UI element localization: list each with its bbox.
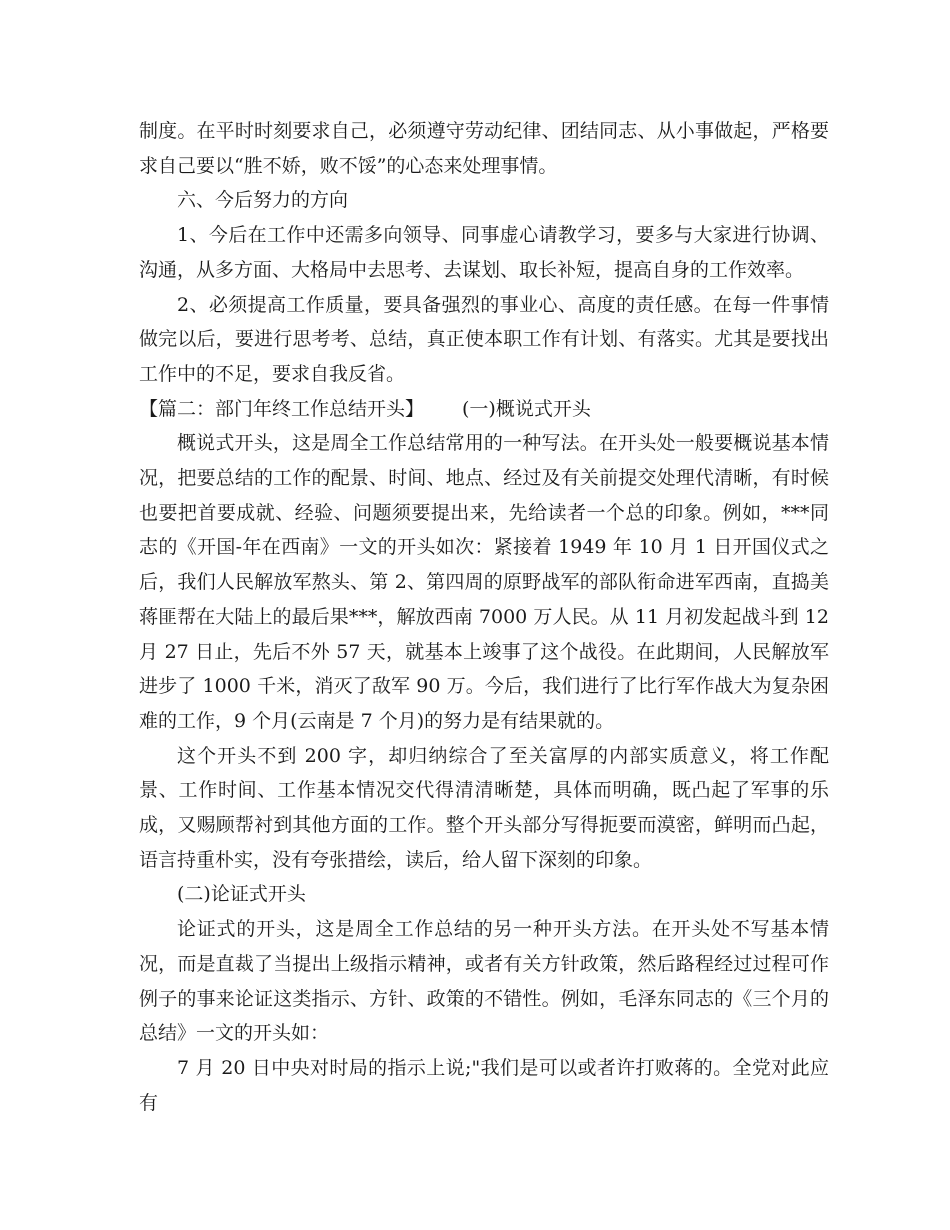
- subsection-heading-argument-opening: (二)论证式开头: [177, 883, 306, 906]
- section-heading-future-direction: 六、今后努力的方向: [177, 189, 349, 212]
- paragraph-continuation: 制度。在平时时刻要求自己，必须遵守劳动纪律、团结同志、从小事做起，严格要求自己要以“胜不娇，败不馁”的心态来处理事情。: [139, 120, 829, 177]
- paragraph-analysis: 这个开头不到 200 字，却归纳综合了至关富厚的内部实质意义，将工作配景、工作时间、工作基本情况交代得清清晰楚，具体而明确，既凸起了军事的乐成，又赐顾帮衬到其他方面的工作。整个开头部分写得扼要而漠密，鲜明而凸起，语言持重朴实，没有夸张措绘，读后，给人留下深刻的印象。: [139, 744, 829, 871]
- subsection-heading-summary-opening: (一)概说式开头: [462, 397, 591, 420]
- paragraph-item-1: 1、今后在工作中还需多向领导、同事虚心请教学习，要多与大家进行协调、沟通，从多方面、大格局中去思考、去谋划、取长补短，提高自身的工作效率。: [139, 224, 829, 281]
- chapter-heading-line: [139, 392, 829, 427]
- paragraph-item-2: 2、必须提高工作质量，要具备强烈的事业心、高度的责任感。在每一件事情做完以后，要进行思考考、总结，真正使本职工作有计划、有落实。尤其是要找出工作中的不足，要求自我反省。: [139, 293, 829, 385]
- chapter-title: 【篇二：部门年终工作总结开头】: [139, 397, 425, 420]
- paragraph-summary-opening: 概说式开头，这是周全工作总结常用的一种写法。在开头处一般要概说基本情况，把要总结的工作的配景、时间、地点、经过及有关前提交处理代清晰，有时候也要把首要成就、经验、问题须要提出来，先给读者一个总的印象。例如，***同志的《开国-年在西南》一文的开头如次：紧接着 1949 年 10 月 1 日开国仪式之后，我们人民解放军熬头、第 2、第四周的原野战军的部队衔命进军西南，直捣美蒋匪帮在大陆上的最后果***，解放西南 7000 万人民。从 11 月初发起战斗到 12 月 27 日止，先后不外 57 天，就基本上竣事了这个战役。在此期间，人民解放军进步了 1000 千米，消灭了敌军 90 万。今后，我们进行了比行军作战大为复杂困难的工作，9 个月(云南是 7 个月)的努力是有结果就的。: [139, 432, 829, 732]
- paragraph-argument-opening: 论证式的开头，这是周全工作总结的另一种开头方法。在开头处不写基本情况，而是直裁了当提出上级指示精神，或者有关方针政策，然后路程经过过程可作例子的事来论证这类指示、方针、政策的不错性。例如，毛泽东同志的《三个月的总结》一文的开头如：: [139, 918, 829, 1045]
- document-body: [139, 114, 829, 1120]
- paragraph-quote-start: 7 月 20 日中央对时局的指示上说;"我们是可以或者许打败蒋的。全党对此应有: [139, 1056, 829, 1114]
